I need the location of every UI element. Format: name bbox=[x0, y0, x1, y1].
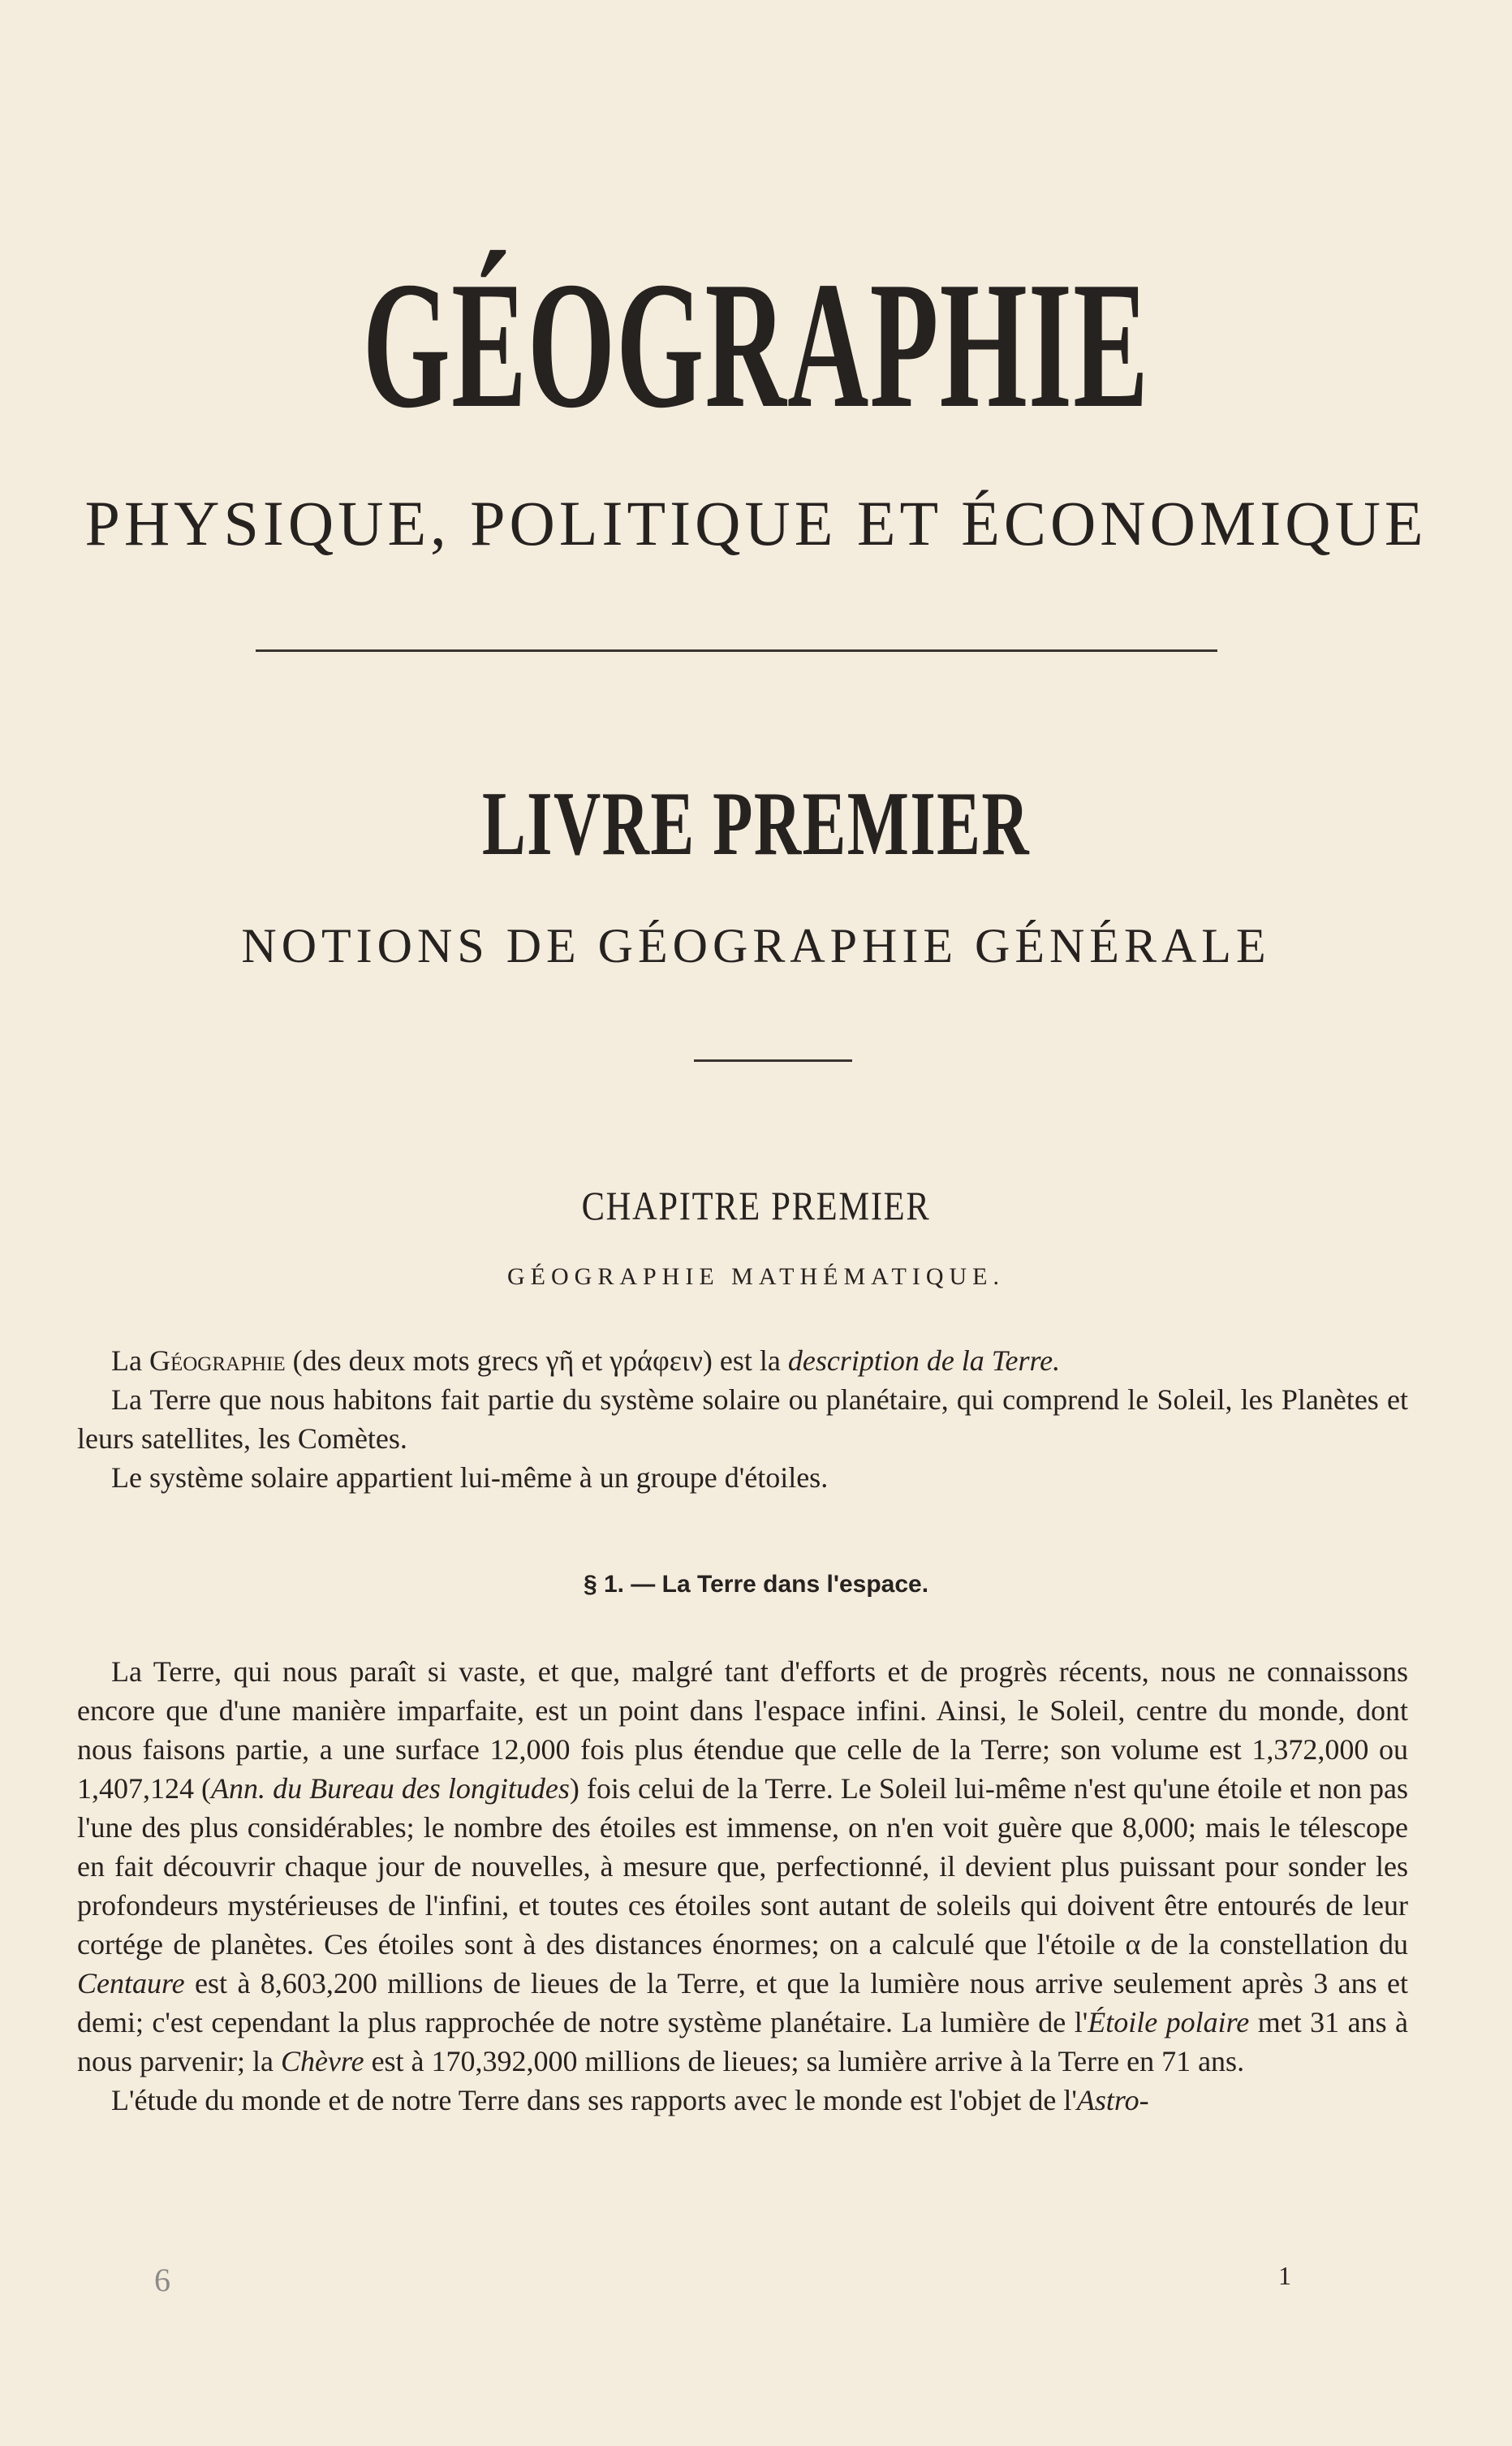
geographie-term: Géographie bbox=[149, 1344, 286, 1377]
main-subtitle: PHYSIQUE, POLITIQUE ET ÉCONOMIQUE bbox=[84, 488, 1428, 559]
section-paragraph: La Terre, qui nous paraît si vaste, et que, malgré tant d'efforts et de progrès récents, nous ne connaissons encore que d'une manière imparfaite, est un point dans l'espace infini. Ainsi, le Soleil, centre du monde, dont nous faisons partie, a une surface 12,000 fois plus étendue que celle de la Terre; son volume est 1,372,000 ou 1,407,124 (Ann. du Bureau des longitudes) fois celui de la Terre. Le Soleil lui-même n'est qu'une étoile et non pas l'une des plus considérables; le nombre des étoiles est immense, on n'en voit guère que 8,000; mais le télescope en fait découvrir chaque jour de nouvelles, à mesure que, perfectionné, il devient plus puissant pour sonder les profondeurs mystérieuses de l'infini, et toutes ces étoiles sont autant de soleils qui doivent être entourés de leur cortége de planètes. Ces étoiles sont à des distances énormes; on a calculé que l'étoile α de la constellation du Centaure est à 8,603,200 millions de lieues de la Terre, et que la lumière nous arrive seulement après 3 ans et demi; c'est cependant la plus rapprochée de notre système planétaire. La lumière de l'Étoile polaire met 31 ans à nous parvenir; la Chèvre est à 170,392,000 millions de lieues; sa lumière arrive à la Terre en 71 ans. bbox=[77, 1655, 1408, 2077]
chapter-title: CHAPITRE PREMIER bbox=[581, 1183, 931, 1228]
page-number: 1 bbox=[1278, 2261, 1291, 2290]
section-heading: § 1. — La Terre dans l'espace. bbox=[583, 1571, 929, 1598]
main-title: GÉOGRAPHIE bbox=[362, 244, 1150, 446]
book-title: LIVRE PREMIER bbox=[481, 774, 1031, 874]
signature-mark: 6 bbox=[154, 2262, 170, 2298]
intro-paragraph: La Terre que nous habitons fait partie du système solaire ou planétaire, qui comprend le Soleil, les Planètes et leurs satellites, les Comètes. bbox=[77, 1383, 1408, 1455]
intro-paragraph: La Géographie (des deux mots grecs γῆ et γράφειν) est la description de la Terre. bbox=[111, 1344, 1061, 1377]
chapter-subtitle: GÉOGRAPHIE MATHÉMATIQUE. bbox=[507, 1263, 1005, 1290]
intro-paragraph: Le système solaire appartient lui-même à un groupe d'étoiles. bbox=[111, 1461, 829, 1494]
section-paragraph: L'étude du monde et de notre Terre dans ses rapports avec le monde est l'objet de l'Astro- bbox=[111, 2084, 1149, 2116]
section-text bbox=[77, 1652, 1408, 2120]
definition: description de la Terre. bbox=[787, 1344, 1061, 1377]
intro-text bbox=[77, 1341, 1408, 1497]
book-subtitle: NOTIONS DE GÉOGRAPHIE GÉNÉRALE bbox=[241, 919, 1271, 973]
title-divider bbox=[256, 649, 1217, 652]
book-divider bbox=[694, 1059, 852, 1062]
